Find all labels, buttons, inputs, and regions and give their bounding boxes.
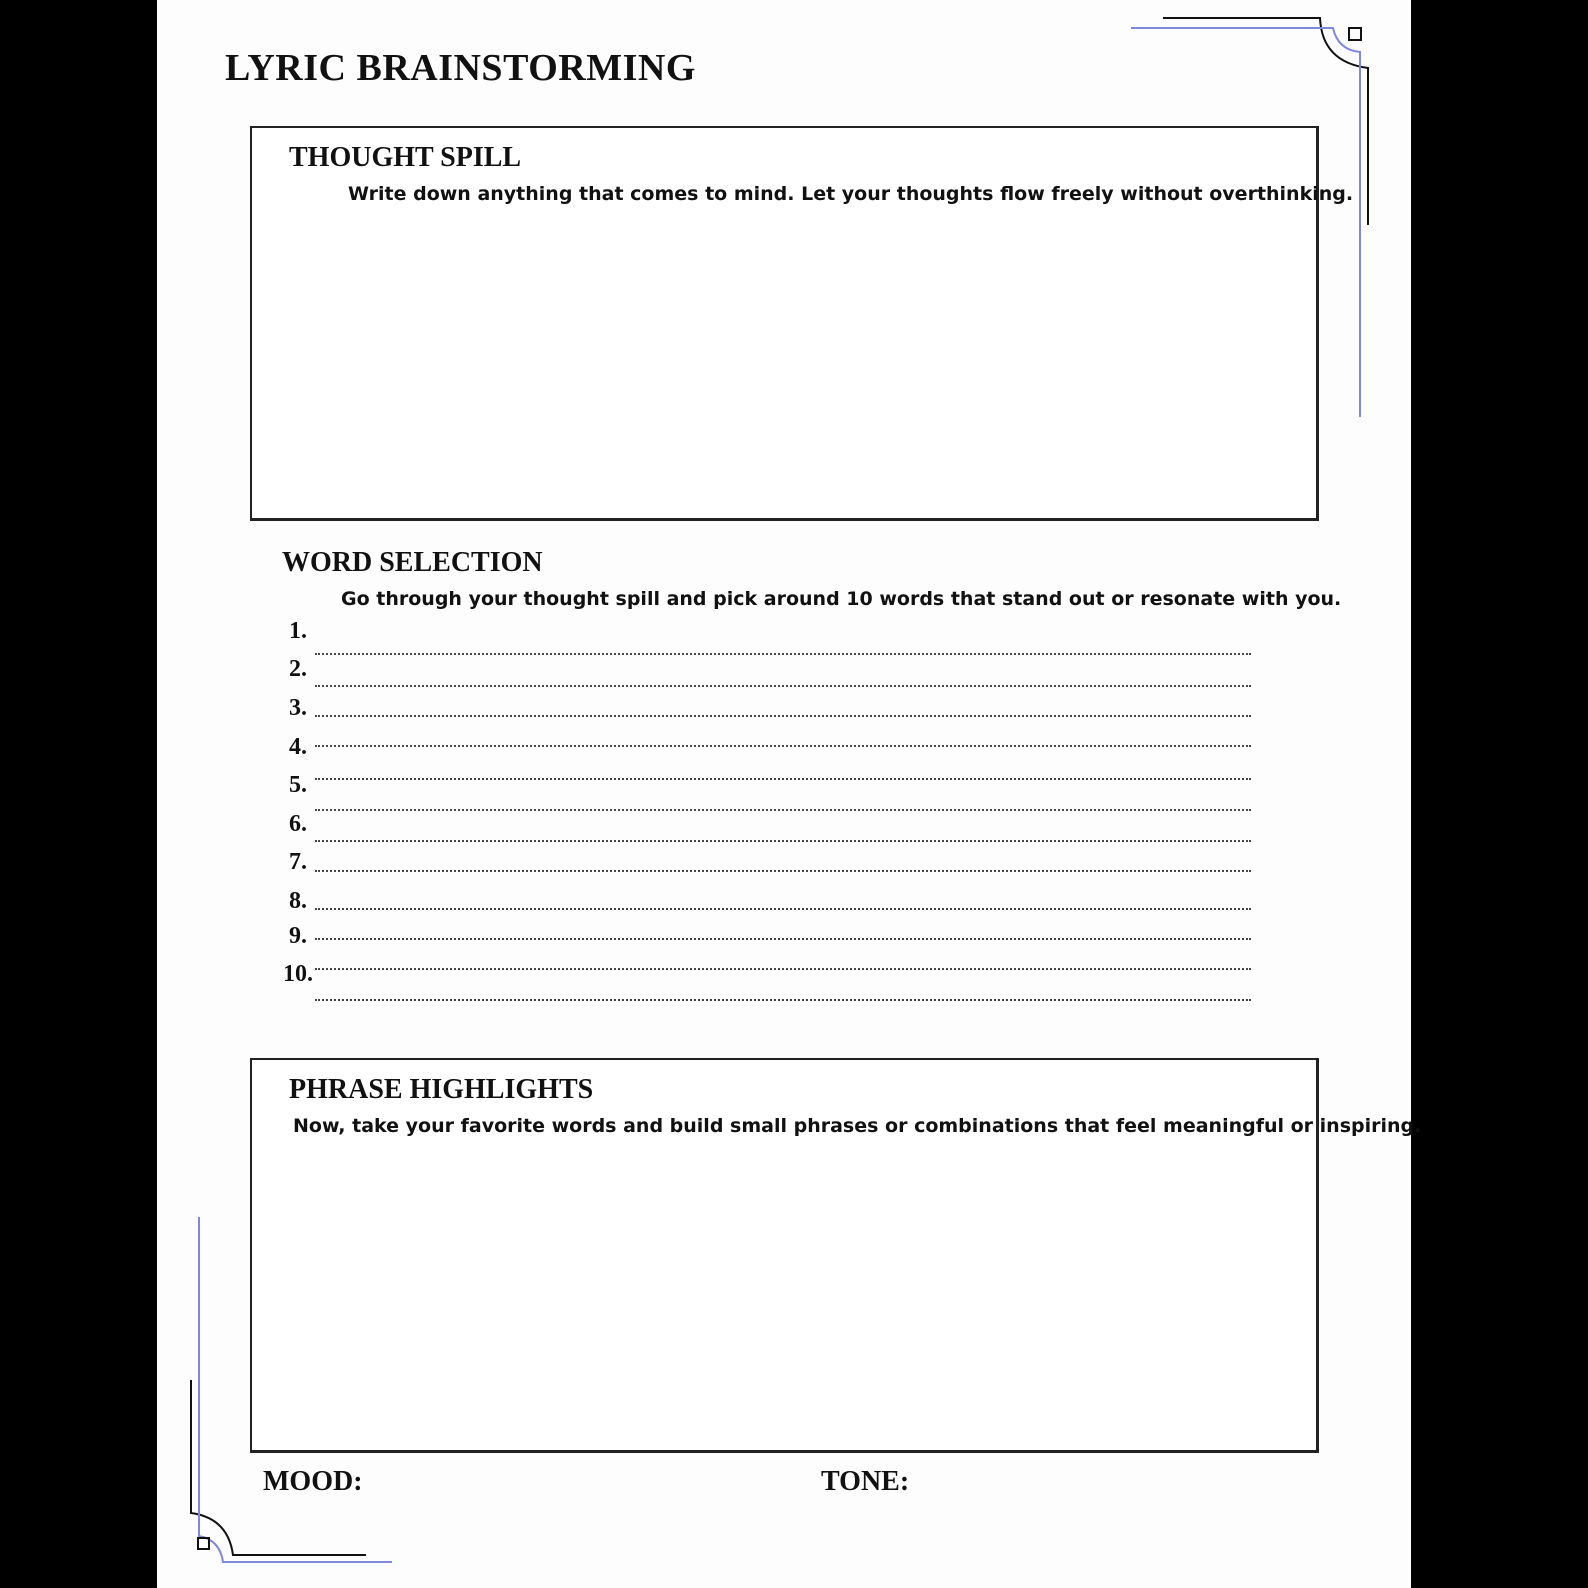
word-number: 7. xyxy=(289,849,307,875)
word-number: 4. xyxy=(289,734,307,760)
word-line-10[interactable] xyxy=(315,938,1251,940)
word-line-11[interactable] xyxy=(315,968,1251,970)
word-line-7[interactable] xyxy=(315,840,1251,842)
thought-spill-heading: THOUGHT SPILL xyxy=(289,142,522,173)
word-number: 8. xyxy=(289,888,307,914)
word-line-1[interactable] xyxy=(315,653,1251,655)
word-number: 6. xyxy=(289,811,307,837)
word-number: 3. xyxy=(289,695,307,721)
word-selection-heading: WORD SELECTION xyxy=(282,547,543,578)
page-title: LYRIC BRAINSTORMING xyxy=(225,47,696,89)
word-line-5[interactable] xyxy=(315,778,1251,780)
phrase-highlights-description: Now, take your favorite words and build small phrases or combinations that feel meaningful or inspiring. xyxy=(293,1115,1422,1137)
word-number: 5. xyxy=(289,772,307,798)
word-number: 2. xyxy=(289,656,307,682)
word-line-8[interactable] xyxy=(315,870,1251,872)
word-line-4[interactable] xyxy=(315,745,1251,747)
word-line-2[interactable] xyxy=(315,685,1251,687)
word-line-9[interactable] xyxy=(315,908,1251,910)
phrase-highlights-heading: PHRASE HIGHLIGHTS xyxy=(289,1074,594,1105)
word-selection-description: Go through your thought spill and pick around 10 words that stand out or resonate with you. xyxy=(341,588,1342,610)
word-number: 1. xyxy=(289,618,307,644)
mood-label: MOOD: xyxy=(263,1466,363,1497)
tone-label: TONE: xyxy=(821,1466,910,1497)
word-number: 10. xyxy=(283,961,313,987)
thought-spill-description: Write down anything that comes to mind. Let your thoughts flow freely without overthinking. xyxy=(348,183,1354,205)
word-line-6[interactable] xyxy=(315,809,1251,811)
word-line-12[interactable] xyxy=(315,999,1251,1001)
word-line-3[interactable] xyxy=(315,715,1251,717)
word-number: 9. xyxy=(289,923,307,949)
